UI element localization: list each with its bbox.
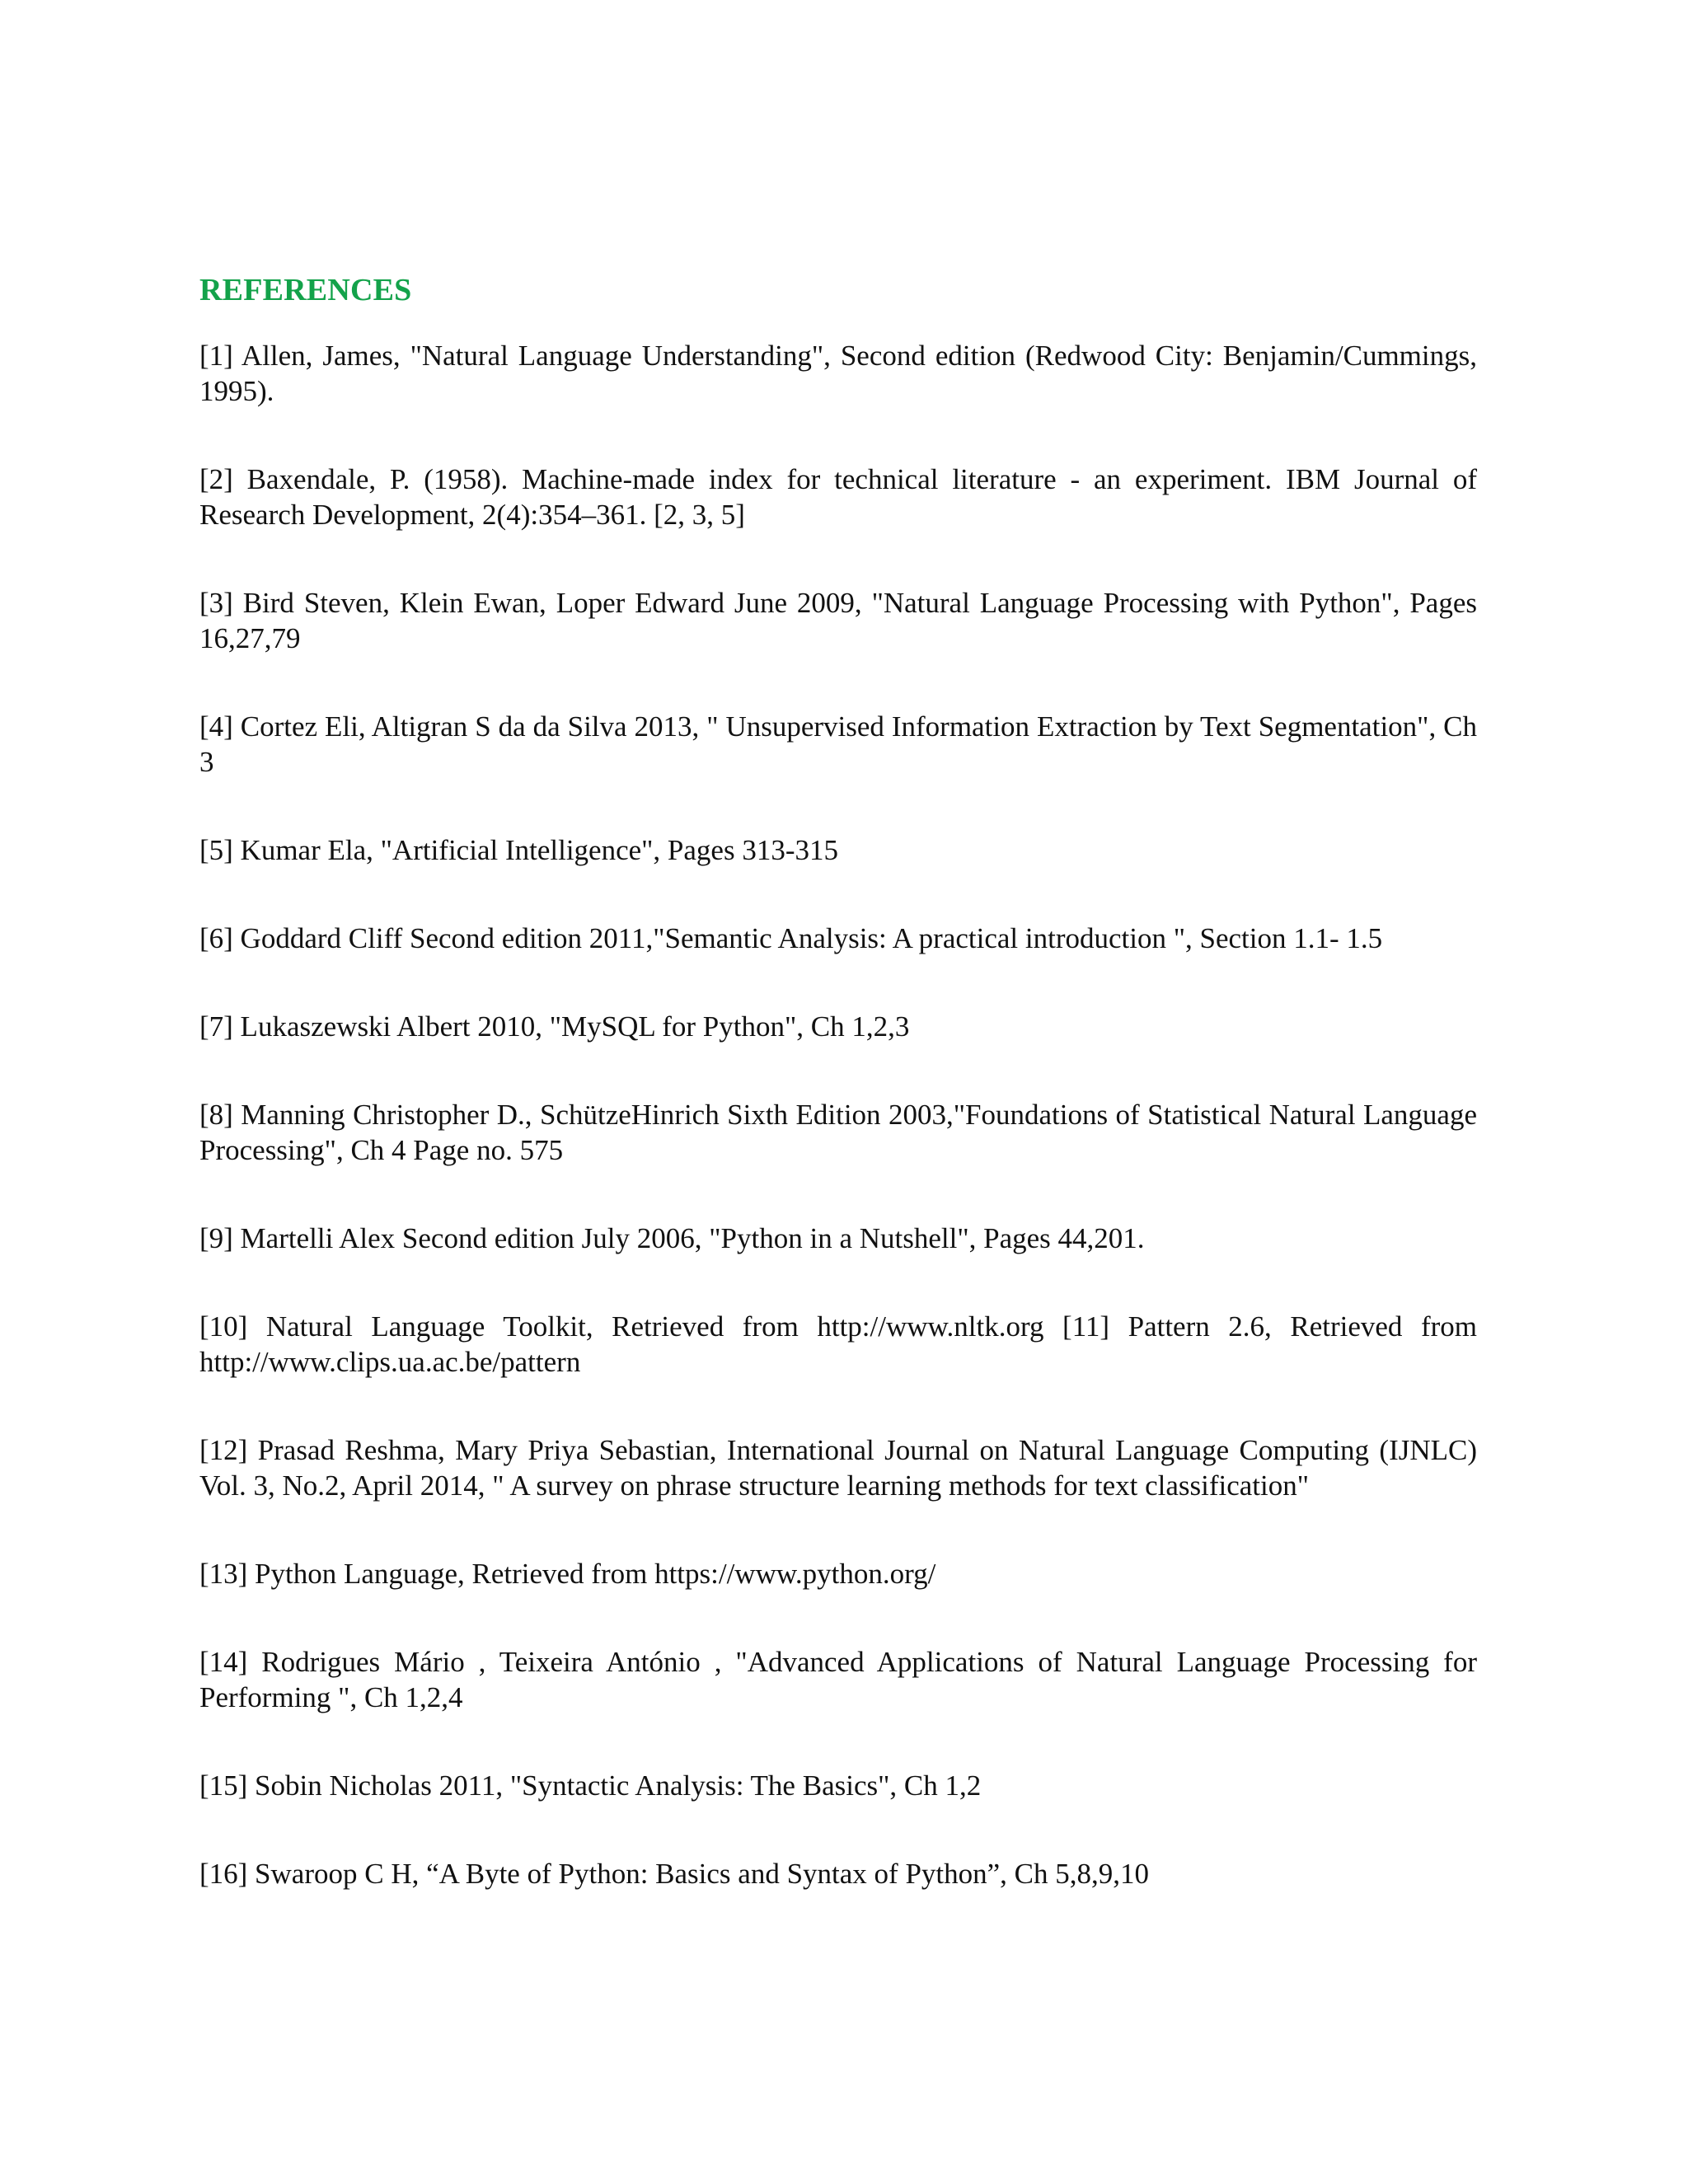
reference-item: [5] Kumar Ela, "Artificial Intelligence", Pages 313-315 — [199, 834, 838, 866]
reference-item: [14] Rodrigues Mário , Teixeira António , "Advanced Applications of Natural Language Processing for Performing ", Ch 1,2,4 — [199, 1646, 1477, 1713]
reference-item: [15] Sobin Nicholas 2011, "Syntactic Analysis: The Basics", Ch 1,2 — [199, 1769, 982, 1802]
reference-item: [1] Allen, James, "Natural Language Understanding", Second edition (Redwood City: Benjamin/Cummings, 1995). — [199, 340, 1477, 407]
reference-item: [7] Lukaszewski Albert 2010, "MySQL for Python", Ch 1,2,3 — [199, 1010, 910, 1043]
reference-item: [16] Swaroop C H, “A Byte of Python: Basics and Syntax of Python”, Ch 5,8,9,10 — [199, 1858, 1150, 1890]
reference-item: [12] Prasad Reshma, Mary Priya Sebastian, International Journal on Natural Language Computing (IJNLC) Vol. 3, No.2, April 2014, " A survey on phrase structure learning methods for text classification" — [199, 1434, 1477, 1502]
reference-item: [8] Manning Christopher D., SchützeHinrich Sixth Edition 2003,"Foundations of Statistical Natural Language Processing", Ch 4 Page no. 575 — [199, 1099, 1477, 1166]
reference-list — [199, 338, 1477, 1891]
reference-item: [9] Martelli Alex Second edition July 2006, "Python in a Nutshell", Pages 44,201. — [199, 1222, 1145, 1254]
reference-item: [3] Bird Steven, Klein Ewan, Loper Edward June 2009, "Natural Language Processing with Python", Pages 16,27,79 — [199, 587, 1477, 654]
section-heading: REFERENCES — [199, 273, 412, 307]
reference-item: [2] Baxendale, P. (1958). Machine-made index for technical literature - an experiment. IBM Journal of Research Development, 2(4):354–361. [2, 3, 5] — [199, 463, 1477, 531]
references-section — [199, 265, 1477, 1891]
reference-item: [4] Cortez Eli, Altigran S da da Silva 2013, " Unsupervised Information Extraction by Text Segmentation", Ch 3 — [199, 710, 1477, 778]
reference-item: [6] Goddard Cliff Second edition 2011,"Semantic Analysis: A practical introduction ", Section 1.1- 1.5 — [199, 922, 1383, 954]
reference-item: [13] Python Language, Retrieved from https://www.python.org/ — [199, 1558, 936, 1590]
reference-item: [10] Natural Language Toolkit, Retrieved from http://www.nltk.org [11] Pattern 2.6, Retrieved from http://www.clips.ua.ac.be/pattern — [199, 1310, 1477, 1378]
